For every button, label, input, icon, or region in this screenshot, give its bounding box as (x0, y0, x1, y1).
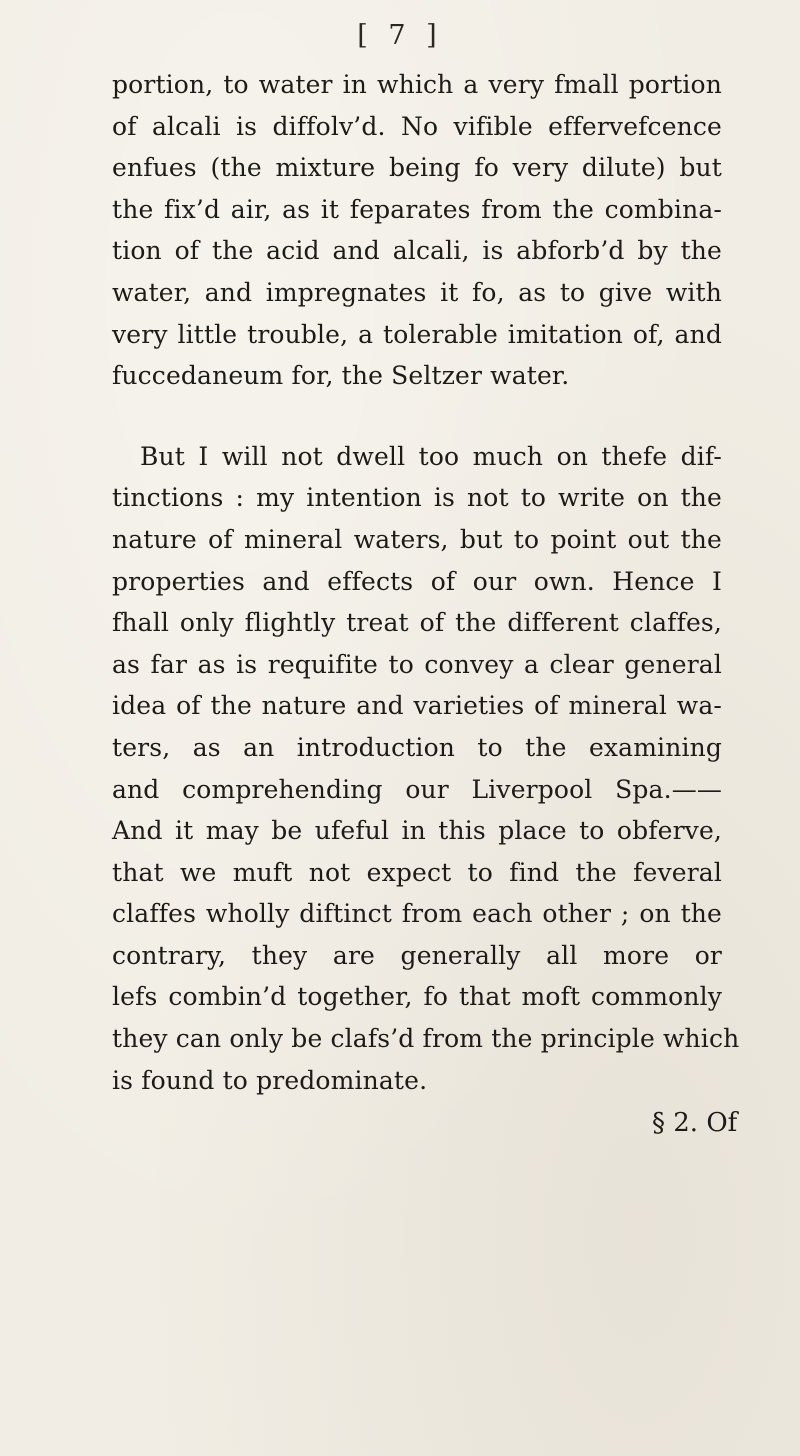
body-text (112, 64, 740, 1101)
text-line: claffes wholly diftinct from each other ; on the (112, 899, 722, 929)
text-line: and comprehending our Liverpool Spa.—— (112, 774, 722, 804)
text-line: And it may be ufeful in this place to obferve, (112, 816, 722, 846)
text-line: portion, to water in which a very fmall portion (112, 70, 722, 99)
text-line: But I will not dwell too much on thefe dif- (140, 441, 722, 471)
text-line: enfues (the mixture being fo very dilute) but (112, 153, 722, 183)
text-line: properties and effects of our own. Hence I (112, 566, 722, 596)
text-line: nature of mineral waters, but to point out the (112, 524, 722, 554)
page-number: [ 7 ] (357, 20, 443, 51)
text-line: idea of the nature and varieties of mineral wa- (112, 691, 722, 721)
catchword: § 2. Of (652, 1108, 738, 1138)
text-line: tinctions : my intention is not to write on the (112, 483, 722, 513)
text-line: lefs combin’d together, fo that moft commonly (112, 982, 722, 1012)
paragraph-gap (112, 397, 722, 436)
text-line: is found to predominate. (112, 1065, 428, 1095)
text-line: the fix’d air, as it feparates from the combina- (112, 194, 722, 224)
text-line: ters, as an introduction to the examining (112, 732, 722, 762)
text-line: contrary, they are generally all more or (112, 940, 722, 970)
text-line: tion of the acid and alcali, is abforb’d by the (112, 236, 722, 266)
text-line: of alcali is diffolv’d. No vifible effervefcence (112, 111, 722, 141)
text-line: fuccedaneum for, the Seltzer water. (112, 361, 570, 391)
text-line: as far as is requifite to convey a clear general (112, 649, 722, 679)
text-line: water, and impregnates it fo, as to give with (112, 277, 722, 307)
text-line: they can only be clafs’d from the principle which (112, 1024, 740, 1054)
text-line: fhall only flightly treat of the different claffes, (112, 608, 722, 638)
text-line: that we muft not expect to find the feveral (112, 857, 722, 887)
text-line: very little trouble, a tolerable imitation of, and (112, 319, 722, 349)
